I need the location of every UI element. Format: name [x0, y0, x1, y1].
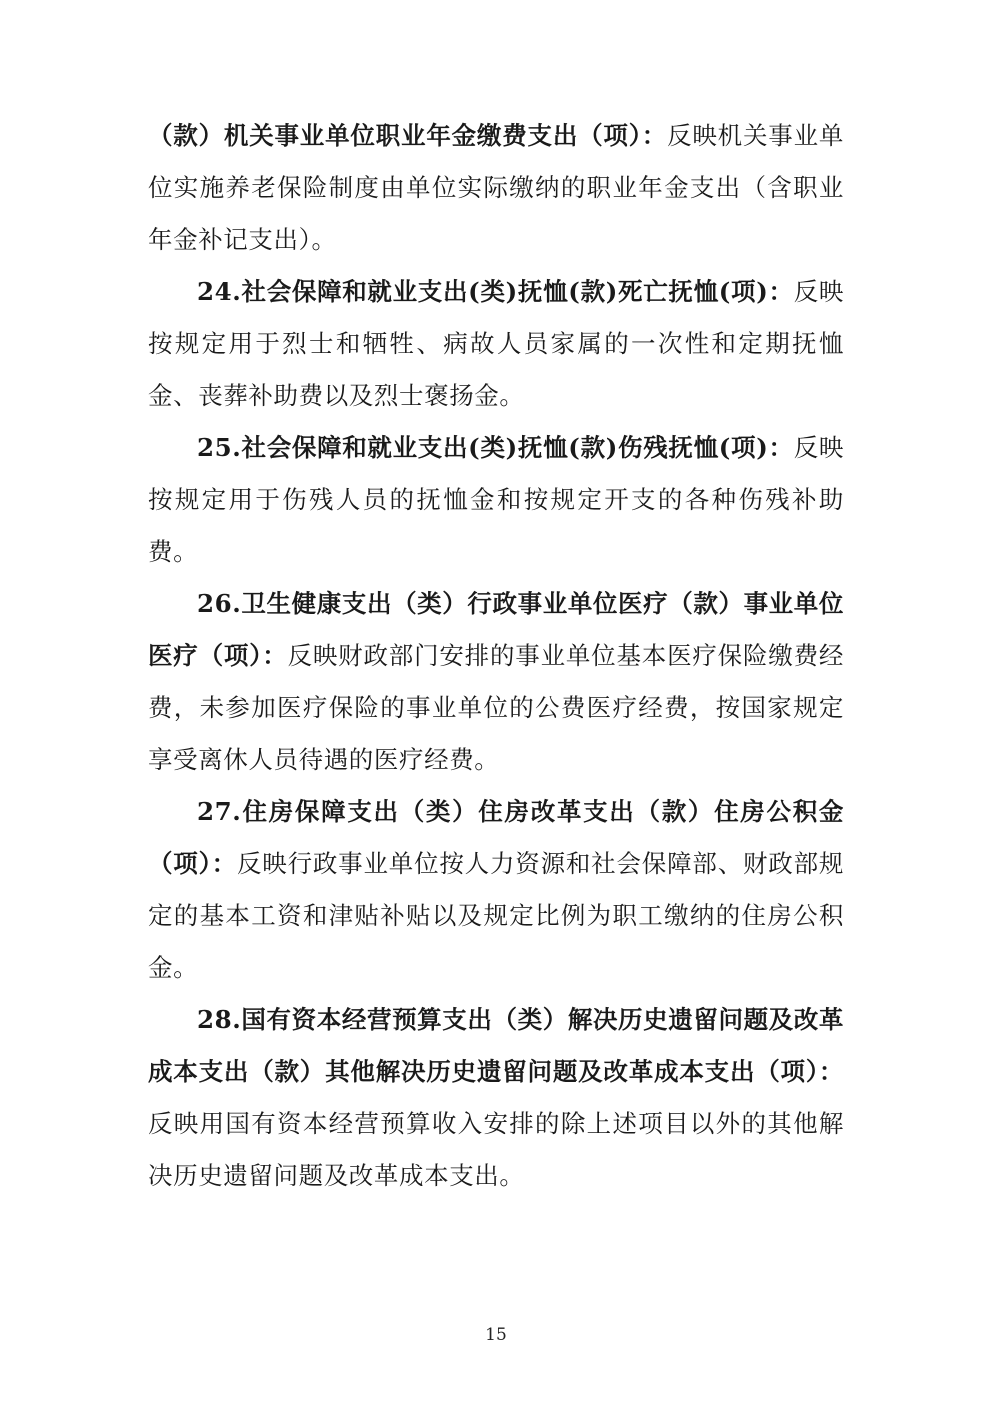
paragraph-lead: 28.国有资本经营预算支出（类）解决历史遗留问题及改革成本支出（款）其他解决历史遗留问题及改革成本支出（项）： — [148, 1005, 844, 1086]
paragraph-lead: 27.住房保障支出（类）住房改革支出（款）住房公积金（项）： — [148, 797, 844, 878]
paragraph-text: 反映行政事业单位按人力资源和社会保障部、财政部规定的基本工资和津贴补贴以及规定比例为职工缴纳的住房公积金。 — [148, 849, 844, 982]
paragraph-lead: 24.社会保障和就业支出(类)抚恤(款)死亡抚恤(项)： — [197, 277, 794, 306]
page-number: 15 — [485, 1325, 507, 1345]
paragraph-text: 反映用国有资本经营预算收入安排的除上述项目以外的其他解决历史遗留问题及改革成本支出。 — [148, 1109, 844, 1190]
paragraph-lead: 26.卫生健康支出（类）行政事业单位医疗（款）事业单位医疗（项）： — [148, 589, 844, 670]
paragraph-item-26 — [148, 578, 844, 786]
paragraph-text: 反映财政部门安排的事业单位基本医疗保险缴费经费，未参加医疗保险的事业单位的公费医疗经费，按国家规定享受离休人员待遇的医疗经费。 — [148, 641, 844, 774]
paragraph-item-27 — [148, 786, 844, 994]
paragraph-item-28 — [148, 994, 844, 1202]
paragraph-item-24 — [148, 266, 844, 422]
paragraph-item-25 — [148, 422, 844, 578]
paragraph-annuity — [148, 110, 844, 266]
paragraph-text: 反映按规定用于伤残人员的抚恤金和按规定开支的各种伤残补助费。 — [148, 433, 844, 566]
paragraph-text: 反映按规定用于烈士和牺牲、病故人员家属的一次性和定期抚恤金、丧葬补助费以及烈士褒扬金。 — [148, 277, 844, 410]
paragraph-lead: （款）机关事业单位职业年金缴费支出（项）： — [148, 121, 668, 150]
document-body — [148, 110, 844, 1202]
paragraph-lead: 25.社会保障和就业支出(类)抚恤(款)伤残抚恤(项)： — [197, 433, 794, 462]
paragraph-text: 反映机关事业单位实施养老保险制度由单位实际缴纳的职业年金支出（含职业年金补记支出）。 — [148, 121, 844, 254]
